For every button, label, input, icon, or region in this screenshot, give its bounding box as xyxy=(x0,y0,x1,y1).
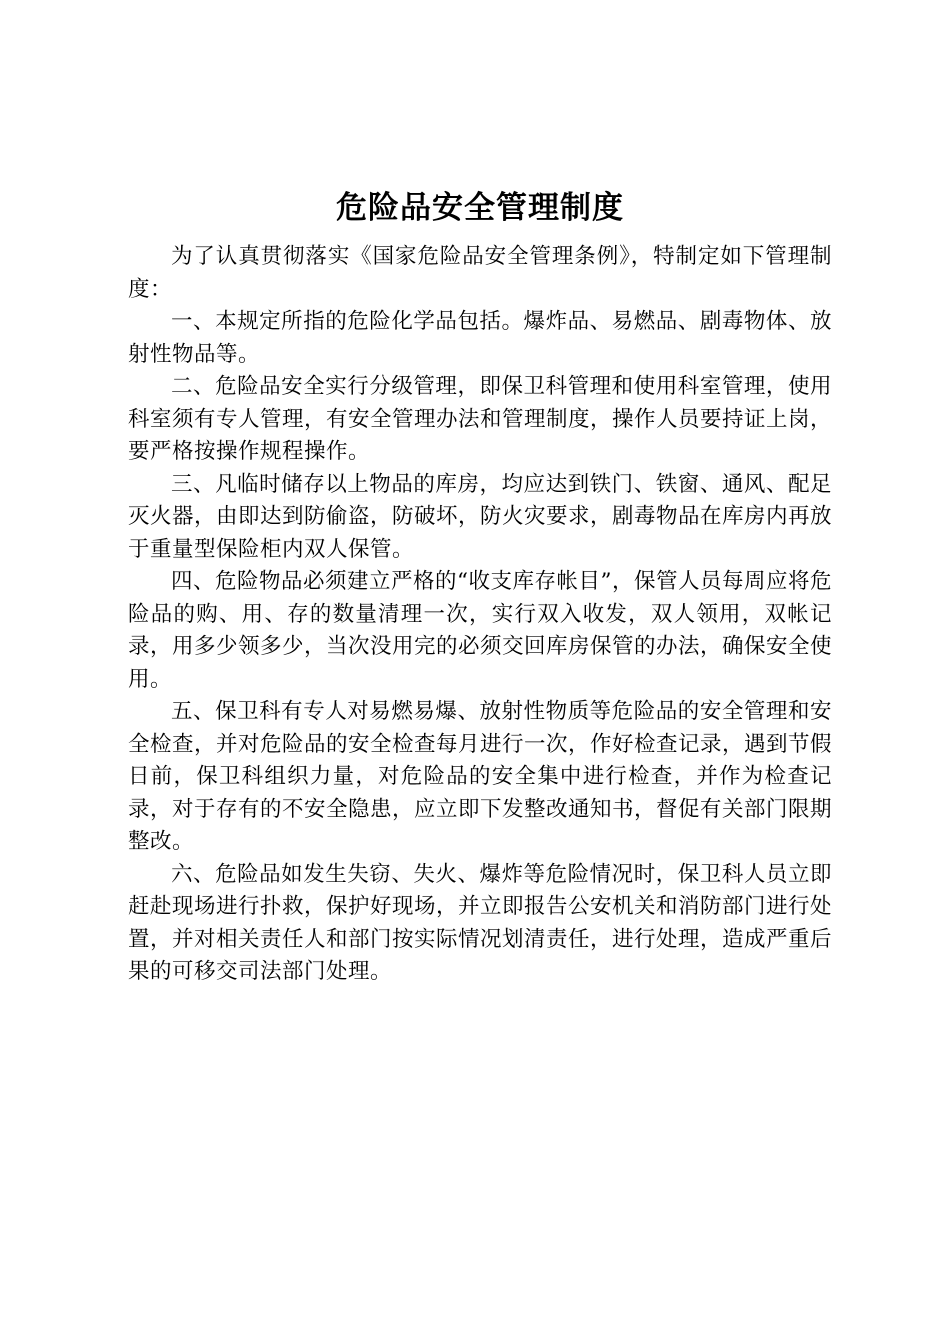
document-body xyxy=(128,183,832,989)
clause-1-paragraph: 一、本规定所指的危险化学品包括。爆炸品、易燃品、剧毒物体、放射性物品等。 xyxy=(128,309,832,367)
clause-2-paragraph: 二、危险品安全实行分级管理，即保卫科管理和使用科室管理，使用科室须有专人管理，有安全管理办法和管理制度，操作人员要持证上岗，要严格按操作规程操作。 xyxy=(128,374,833,464)
intro-paragraph: 为了认真贯彻落实《国家危险品安全管理条例》，特制定如下管理制度： xyxy=(128,244,832,302)
document-title: 危险品安全管理制度 xyxy=(336,190,624,226)
clause-6-paragraph: 六、危险品如发生失窃、失火、爆炸等危险情况时，保卫科人员立即赶赴现场进行扑救，保护好现场，并立即报告公安机关和消防部门进行处置，并对相关责任人和部门按实际情况划清责任，进行处理，造成严重后果的可移交司法部门处理。 xyxy=(128,861,833,984)
clause-4-paragraph: 四、危险物品必须建立严格的“收支库存帐目”，保管人员每周应将危险品的购、用、存的数量清理一次，实行双入收发，双人领用，双帐记录，用多少领多少，当次没用完的必须交回库房保管的办法，确保安全使用。 xyxy=(128,569,833,692)
clause-3-paragraph: 三、凡临时储存以上物品的库房，均应达到铁门、铁窗、通风、配足灭火器，由即达到防偷盗，防破坏，防火灾要求，剧毒物品在库房内再放于重量型保险柜内双人保管。 xyxy=(128,471,833,562)
clause-5-paragraph: 五、保卫科有专人对易燃易爆、放射性物质等危险品的安全管理和安全检查，并对危险品的安全检查每月进行一次，作好检查记录，遇到节假日前，保卫科组织力量，对危险品的安全集中进行检查，并作为检查记录，对于存有的不安全隐患，应立即下发整改通知书，督促有关部门限期整改。 xyxy=(128,699,833,854)
